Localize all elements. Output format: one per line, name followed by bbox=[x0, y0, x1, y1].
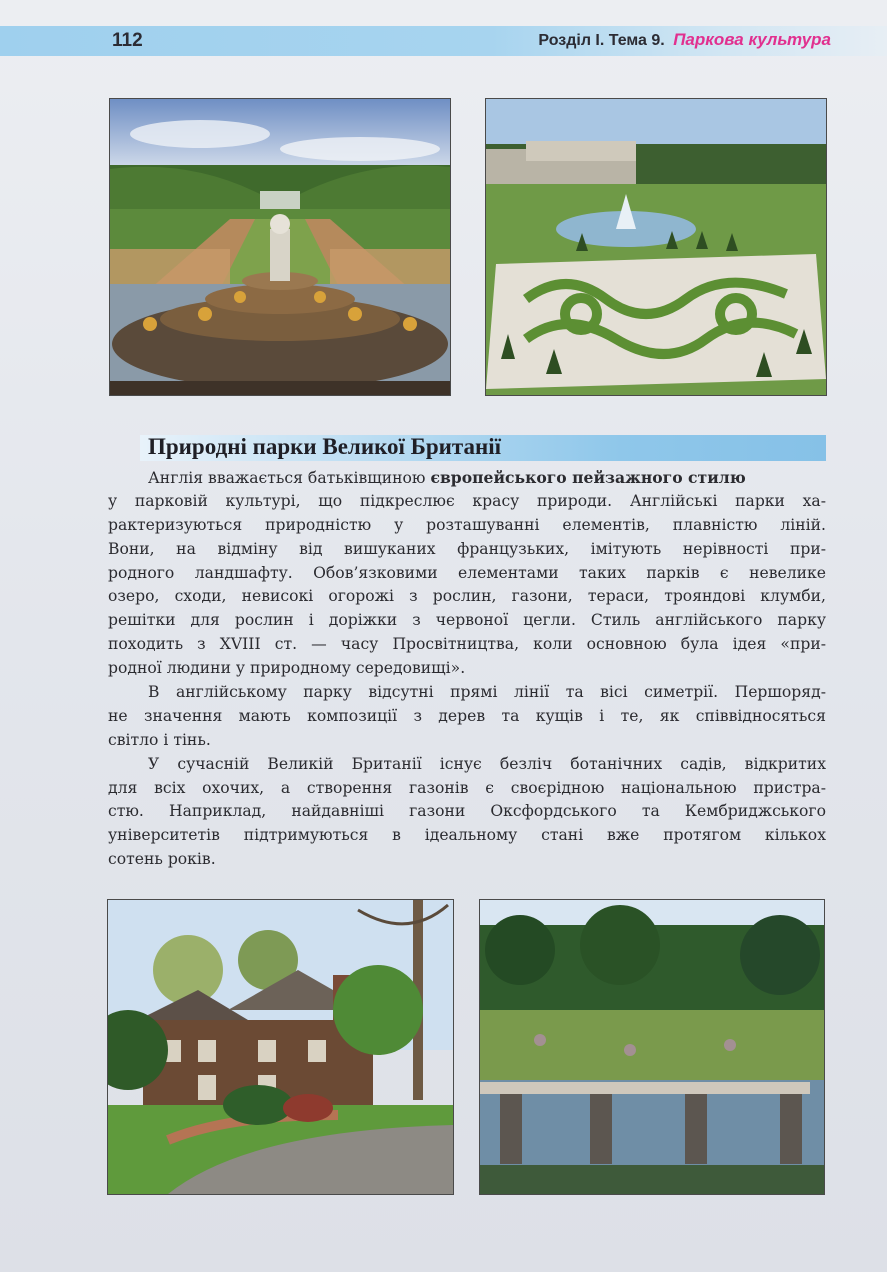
text-line: стю. Наприклад, найдавніші газони Оксфордського та Кембриджського bbox=[108, 802, 826, 821]
section-title: Природні парки Великої Британії bbox=[148, 434, 502, 459]
text-line: решітки для рослин і доріжки з червоної цегли. Стиль англійського парку bbox=[108, 611, 826, 630]
page-number: 112 bbox=[112, 30, 143, 51]
text-line bbox=[108, 466, 826, 490]
text-line: походить з XVIII ст. — часу Просвітництва, коли основною була ідея «при- bbox=[108, 635, 826, 654]
english-house-garden-photo bbox=[107, 899, 454, 1195]
running-head-section: Розділ І. Тема 9. bbox=[538, 32, 665, 49]
emphasis-term: європейського пейзажного стилю bbox=[430, 468, 746, 487]
text-line: озеро, сходи, невисокі огорожі з рослин, газони, тераси, трояндові клумби, bbox=[108, 587, 826, 606]
text-line: світло і тінь. bbox=[108, 730, 211, 749]
text-line: університетів підтримуються в ідеальному стані вже протягом кількох bbox=[108, 826, 826, 845]
fountain-garden-photo bbox=[109, 98, 451, 396]
text-line: рактеризуються природністю у розташуванні елементів, плавністю ліній. bbox=[108, 515, 826, 534]
text-line: Вони, на відміну від вишуканих французьких, імітують нерівності при- bbox=[108, 539, 826, 558]
text-line: родної людини у природному середовищі». bbox=[108, 659, 466, 678]
parterre-garden-photo bbox=[485, 98, 827, 396]
stone-bridge-pond-photo bbox=[479, 899, 825, 1195]
body-text bbox=[108, 466, 826, 872]
text-line: У сучасній Великій Британії існує безліч ботанічних садів, відкритих bbox=[148, 754, 826, 773]
text-line: не значення мають композиції з дерев та кущів і те, як співвідносяться bbox=[108, 706, 826, 725]
text-line: для всіх охочих, а створення газонів є своєрідною національною пристра- bbox=[108, 778, 826, 797]
text-span: Англія вважається батьківщиною bbox=[148, 469, 431, 487]
running-head-topic: Паркова культура bbox=[673, 30, 831, 49]
text-line: родного ландшафту. Обов’язковими елементами таких парків є невелике bbox=[108, 563, 826, 582]
running-head bbox=[538, 30, 831, 50]
text-line: В англійському парку відсутні прямі лінії та вісі симетрії. Першоряд- bbox=[148, 683, 826, 702]
text-line: у парковій культурі, що підкреслює красу природи. Англійські парки ха- bbox=[108, 491, 826, 510]
text-line: сотень років. bbox=[108, 850, 216, 869]
